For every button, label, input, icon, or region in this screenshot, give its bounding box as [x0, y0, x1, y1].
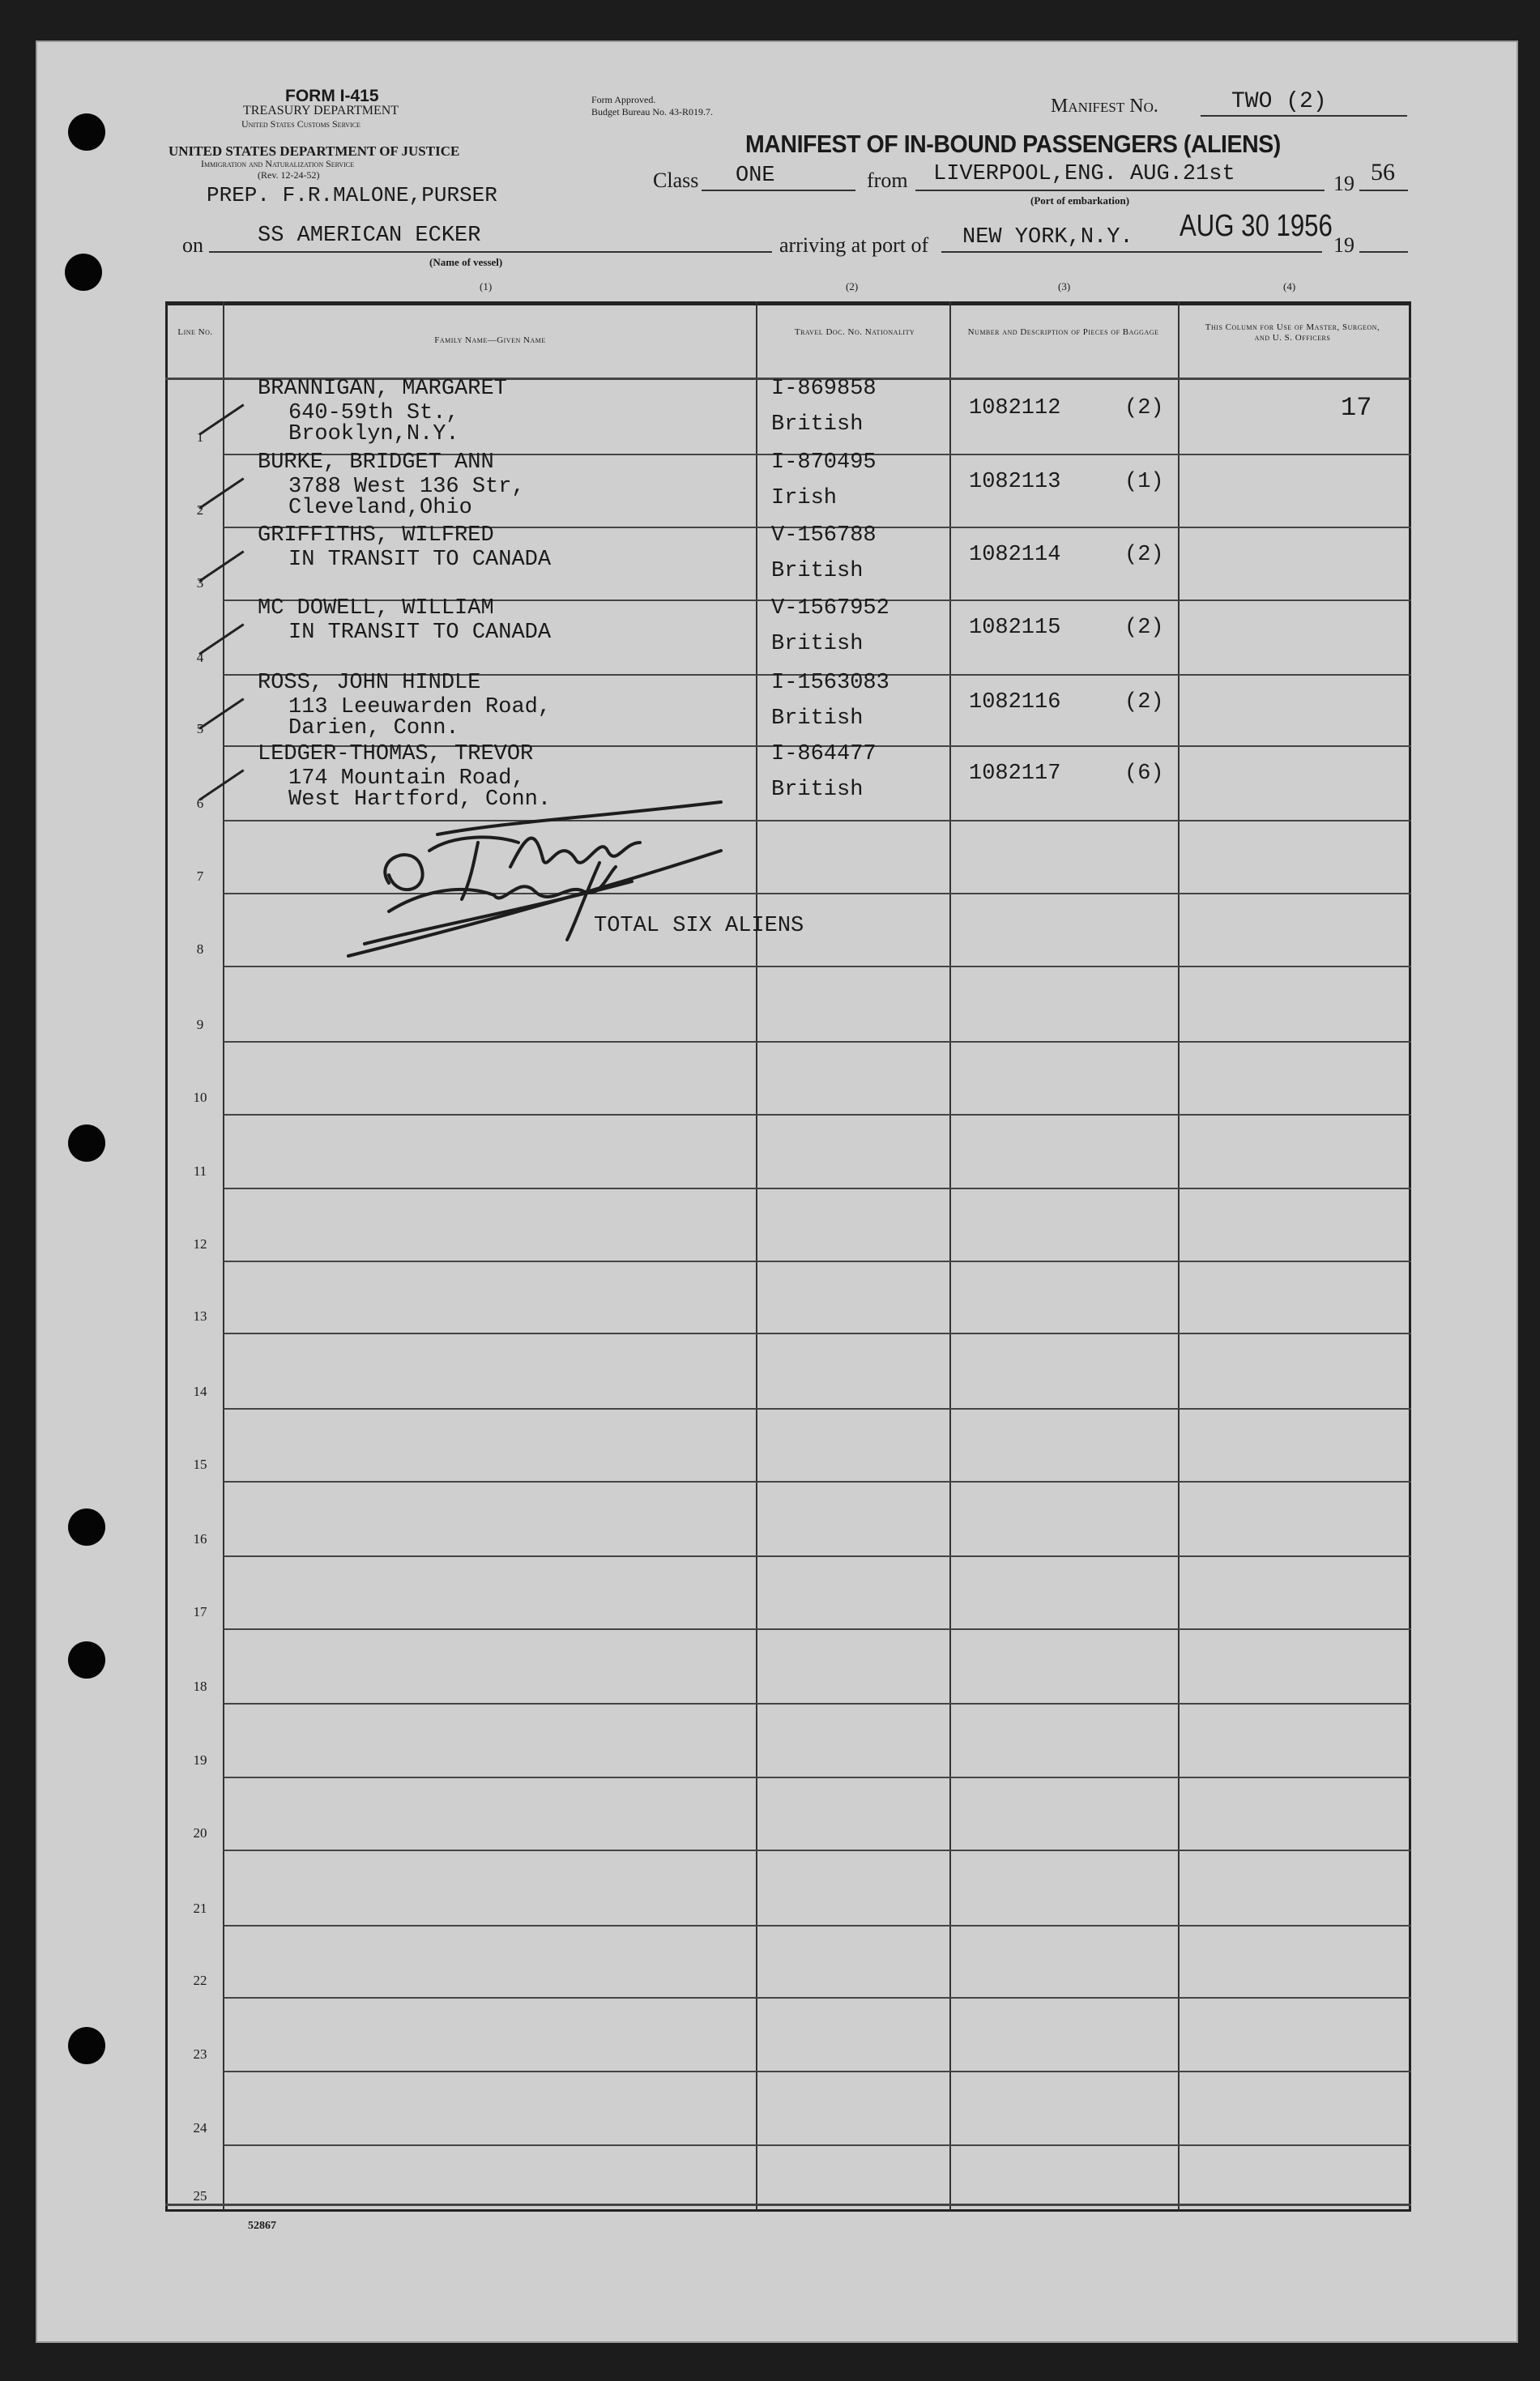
- column-number-3: (3): [1058, 280, 1071, 292]
- line-number: 7: [196, 868, 204, 884]
- line-number: 10: [193, 1090, 207, 1105]
- budget-bureau: Budget Bureau No. 43-R019.7.: [591, 106, 713, 117]
- line-number: 12: [193, 1236, 207, 1252]
- baggage-number: 1082115: [969, 616, 1061, 640]
- baggage-number: 1082116: [969, 690, 1061, 715]
- line-number: 6: [196, 796, 204, 811]
- from-label: from: [867, 169, 908, 192]
- line-number: 16: [193, 1531, 207, 1547]
- passenger-address: West Hartford, Conn.: [288, 787, 552, 812]
- header-officers: This Column for Use of Master, Surgeon, and U. S. Officers: [1205, 322, 1380, 343]
- row-rule: [224, 1188, 1411, 1189]
- column-divider: [223, 301, 224, 2210]
- line-number: 2: [196, 502, 204, 518]
- form-number: FORM I-415: [285, 87, 379, 105]
- punch-hole: [65, 254, 102, 291]
- punch-hole: [68, 1124, 105, 1162]
- bottom-rule: [165, 2204, 1411, 2206]
- baggage-pieces: (1): [1124, 470, 1164, 494]
- revision: (Rev. 12-24-52): [258, 169, 320, 181]
- baggage-pieces: (2): [1124, 543, 1164, 567]
- baggage-number: 1082114: [969, 543, 1061, 567]
- passenger-address: Brooklyn,N.Y.: [288, 422, 459, 446]
- baggage-number: 1082113: [969, 470, 1061, 494]
- form-approved: Form Approved.: [591, 94, 656, 105]
- row-rule: [224, 1333, 1411, 1334]
- header-travel-doc: Travel Doc. No. Nationality: [794, 327, 915, 337]
- column-divider: [756, 301, 757, 2210]
- year-underline: [1359, 190, 1408, 191]
- passenger-address: IN TRANSIT TO CANADA: [288, 621, 552, 645]
- line-number: 21: [193, 1901, 207, 1916]
- passenger-address: Darien, Conn.: [288, 716, 459, 740]
- nationality: Irish: [771, 486, 838, 510]
- passenger-name: GRIFFITHS, WILFRED: [258, 523, 494, 548]
- passenger-name: LEDGER-THOMAS, TREVOR: [258, 742, 534, 766]
- nationality: British: [771, 412, 864, 437]
- row-rule: [224, 1041, 1411, 1043]
- line-number: 18: [193, 1679, 207, 1694]
- header-baggage: Number and Description of Pieces of Baggage: [967, 327, 1159, 337]
- line-number: 20: [193, 1825, 207, 1841]
- row-rule: [224, 1703, 1411, 1705]
- row-rule: [224, 1114, 1411, 1116]
- baggage-pieces: (2): [1124, 690, 1164, 715]
- row-rule: [224, 1850, 1411, 1851]
- column-divider: [949, 301, 951, 2210]
- passenger-name: MC DOWELL, WILLIAM: [258, 596, 494, 621]
- column-number-4: (4): [1283, 280, 1296, 292]
- line-number: 17: [193, 1604, 207, 1619]
- travel-doc-number: I-869858: [771, 377, 877, 401]
- line-number: 25: [193, 2188, 207, 2204]
- document-title: MANIFEST OF IN-BOUND PASSENGERS (ALIENS): [745, 130, 1281, 158]
- treasury-department: TREASURY DEPARTMENT: [243, 104, 399, 117]
- passenger-name: ROSS, JOHN HINDLE: [258, 671, 481, 695]
- passenger-name: BRANNIGAN, MARGARET: [258, 377, 507, 401]
- travel-doc-number: V-156788: [771, 523, 877, 548]
- officer-note: 17: [1341, 393, 1372, 423]
- line-number: 24: [193, 2120, 207, 2136]
- baggage-number: 1082112: [969, 396, 1061, 420]
- arrival-port: NEW YORK,N.Y.: [962, 225, 1133, 250]
- justice-department: UNITED STATES DEPARTMENT OF JUSTICE: [169, 143, 460, 159]
- passenger-name: BURKE, BRIDGET ANN: [258, 450, 494, 475]
- line-number: 14: [193, 1384, 207, 1399]
- class-value: ONE: [736, 164, 775, 188]
- line-number: 22: [193, 1973, 207, 1988]
- baggage-number: 1082117: [969, 762, 1061, 786]
- arrival-underline: [941, 251, 1322, 253]
- nationality: British: [771, 778, 864, 802]
- passenger-address: 174 Mountain Road,: [288, 766, 525, 791]
- punch-hole: [68, 1641, 105, 1679]
- row-rule: [224, 1408, 1411, 1410]
- travel-doc-number: I-870495: [771, 450, 877, 475]
- column-number-2: (2): [846, 280, 859, 292]
- total-aliens: TOTAL SIX ALIENS: [594, 914, 804, 938]
- class-underline: [702, 190, 855, 191]
- punch-hole: [68, 2027, 105, 2064]
- column-divider: [1178, 301, 1180, 2210]
- arrival-date-stamp: AUG 30 1956: [1180, 209, 1333, 243]
- year-value: 56: [1371, 159, 1395, 186]
- line-number: 3: [196, 575, 204, 591]
- class-label: Class: [653, 169, 699, 192]
- line-number: 11: [193, 1163, 207, 1179]
- form-footer-number: 52867: [248, 2220, 276, 2232]
- port-caption: (Port of embarkation): [1030, 194, 1130, 207]
- baggage-pieces: (6): [1124, 762, 1164, 786]
- row-rule: [224, 1925, 1411, 1927]
- arriving-label: arriving at port of: [779, 233, 929, 257]
- line-number: 23: [193, 2046, 207, 2062]
- vessel-underline: [209, 251, 772, 253]
- column-number-1: (1): [480, 280, 493, 292]
- row-rule: [224, 1555, 1411, 1557]
- row-rule: [224, 1997, 1411, 1999]
- year-arrival-underline: [1359, 251, 1408, 253]
- year-prefix: 19: [1333, 172, 1354, 195]
- nationality: British: [771, 632, 864, 656]
- baggage-pieces: (2): [1124, 616, 1164, 640]
- header-family-name: Family Name—Given Name: [434, 335, 546, 345]
- manifest-no-label: Manifest No.: [1051, 96, 1158, 117]
- vessel-caption: (Name of vessel): [429, 256, 503, 268]
- travel-doc-number: I-864477: [771, 742, 877, 766]
- port-underline: [915, 190, 1325, 191]
- passenger-address: IN TRANSIT TO CANADA: [288, 548, 552, 572]
- travel-doc-number: I-1563083: [771, 671, 889, 695]
- punch-hole: [68, 113, 105, 151]
- vessel-name: SS AMERICAN ECKER: [258, 224, 481, 248]
- travel-doc-number: V-1567952: [771, 596, 889, 621]
- immigration-service: Immigration and Naturalization Service: [201, 158, 355, 169]
- prepared-by: PREP. F.R.MALONE,PURSER: [207, 183, 497, 207]
- year-prefix-arrival: 19: [1333, 233, 1354, 257]
- line-number: 19: [193, 1752, 207, 1768]
- line-number: 9: [196, 1017, 204, 1032]
- row-rule: [224, 1628, 1411, 1630]
- row-rule: [224, 2071, 1411, 2072]
- line-number: 8: [196, 941, 204, 957]
- passenger-address: 640-59th St.,: [288, 401, 459, 425]
- manifest-no-value: TWO (2): [1231, 89, 1327, 114]
- nationality: British: [771, 706, 864, 731]
- line-number: 1: [196, 429, 204, 445]
- punch-hole: [68, 1508, 105, 1546]
- line-number: 15: [193, 1457, 207, 1472]
- line-number: 13: [193, 1308, 207, 1324]
- manifest-no-underline: [1201, 115, 1407, 117]
- line-number: 4: [196, 650, 204, 665]
- passenger-address: 3788 West 136 Str,: [288, 475, 525, 499]
- header-line-no: Line No.: [177, 327, 213, 337]
- line-number: 5: [196, 721, 204, 736]
- row-rule: [224, 2144, 1411, 2146]
- nationality: British: [771, 559, 864, 583]
- row-rule: [224, 1261, 1411, 1262]
- baggage-pieces: (2): [1124, 396, 1164, 420]
- signature: [340, 786, 729, 972]
- on-label: on: [182, 233, 203, 257]
- port-of-embarkation: LIVERPOOL,ENG. AUG.21st: [933, 162, 1235, 186]
- passenger-address: 113 Leeuwarden Road,: [288, 695, 552, 719]
- passenger-address: Cleveland,Ohio: [288, 496, 472, 520]
- row-rule: [224, 1481, 1411, 1483]
- row-rule: [224, 1777, 1411, 1778]
- customs-service: United States Customs Service: [241, 118, 360, 130]
